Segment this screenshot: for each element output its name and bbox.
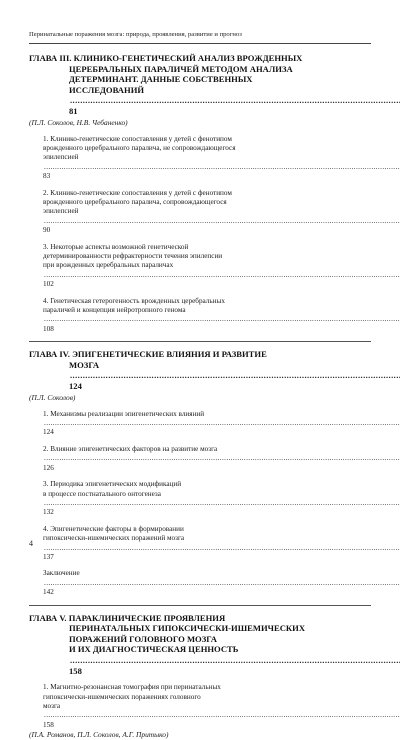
entry-line: в процессе постнатального онтогенеза [43, 489, 161, 498]
chapter-title-line: ГЛАВА IV. ЭПИГЕНЕТИЧЕСКИЕ ВЛИЯНИЯ И РАЗВИТИЕ [29, 349, 267, 360]
toc-entry[interactable] [43, 525, 371, 563]
toc-entry[interactable] [43, 445, 371, 473]
dot-leader [44, 315, 400, 323]
chapter-authors: (П.Л. Соколов, Н.В. Чебаненко) [29, 117, 128, 127]
entry-line: 1. Клинико-генетические сопоставления у детей с фенотипом [43, 134, 232, 143]
dot-leader [44, 217, 400, 225]
dot-leader [44, 454, 400, 462]
entry-page-number: 124 [43, 428, 54, 437]
toc-entry[interactable] [43, 189, 371, 236]
toc-entry[interactable] [43, 480, 371, 518]
dot-leader [44, 544, 400, 552]
dot-leader [44, 499, 400, 507]
entry-line: врожденного церебрального паралича, сопровождающегося [43, 198, 227, 206]
entry-last-line [43, 445, 371, 473]
entry-line: 2. Влияние эпигенетических факторов на развитие мозга [43, 444, 218, 453]
chapter-page-number: 81 [69, 105, 78, 116]
chapter-3 [29, 53, 371, 334]
chapter-title-line: И ИХ ДИАГНОСТИЧЕСКАЯ ЦЕННОСТЬ [69, 644, 239, 655]
entry-last-line [43, 207, 371, 235]
chapter-title[interactable] [29, 349, 371, 391]
chapter-title-line: ГЛАВА III. КЛИНИКО-ГЕНЕТИЧЕСКИЙ АНАЛИЗ ВРОЖДЕННЫХ [29, 53, 303, 63]
entry-line: врожденного церебрального паралича, не сопровождающегося [43, 143, 236, 152]
chapter-4 [29, 349, 371, 597]
entry-last-line [43, 534, 371, 562]
entry-line: 1. Механизмы реализации эпигенетических влияний [43, 409, 205, 418]
entry-page-number: 83 [43, 172, 51, 181]
chapter-title-line: ПЕРИНАТАЛЬНЫХ ГИПОКСИЧЕСКИ-ИШЕМИЧЕСКИХ [69, 623, 306, 634]
entry-page-number: 126 [43, 463, 54, 472]
entry-last-line [43, 261, 371, 289]
dot-leader [44, 271, 400, 279]
entry-line: 3. Периодика эпигенетических модификаций [43, 480, 182, 489]
entry-line: при врожденных церебральных параличах [43, 261, 174, 270]
chapter-title[interactable] [29, 53, 371, 117]
entry-line: 1. Магнитно-резонансная томография при перинатальных [43, 683, 221, 692]
chapter-title-line: ПОРАЖЕНИЙ ГОЛОВНОГО МОЗГА [69, 633, 218, 644]
entry-line: гипоксически-ишемических поражений мозга [43, 534, 185, 543]
toc-entry[interactable] [43, 569, 371, 597]
toc-entry[interactable] [43, 135, 371, 182]
dot-leader [70, 655, 400, 665]
chapter-separator [29, 605, 371, 606]
chapter-5 [29, 613, 371, 740]
entry-line: эпилепсией [43, 153, 79, 162]
entry-line: гипоксически-ишемических поражениях головного [43, 692, 201, 701]
dot-leader [44, 163, 400, 171]
chapter-authors: (П.Л. Соколов) [29, 392, 76, 402]
dot-leader [70, 95, 400, 105]
entry-line: 4. Эпигенетические факторы в формировании [43, 524, 184, 533]
entry-last-line [43, 569, 371, 597]
entry-line: мозга [43, 701, 61, 710]
dot-leader [44, 711, 400, 719]
chapter-title-line: ЦЕРЕБРАЛЬНЫХ ПАРАЛИЧЕЙ МЕТОДОМ АНАЛИЗА [69, 63, 293, 74]
entry-line: 4. Генетическая гетерогенность врожденных церебральных [43, 296, 225, 305]
chapter-title-last-line [29, 85, 371, 117]
entry-page-number: 137 [43, 552, 54, 561]
header-rule [29, 43, 371, 44]
toc-entry[interactable] [43, 297, 371, 335]
chapter-separator [29, 341, 371, 342]
entry-page-number: 102 [43, 280, 54, 289]
entry-line: эпилепсией [43, 207, 79, 216]
dot-leader [44, 419, 400, 427]
entry-line: 2. Клинико-генетические сопоставления у детей с фенотипом [43, 188, 232, 197]
chapter-title-line: ИССЛЕДОВАНИЙ [69, 84, 145, 95]
chapter-title-last-line [29, 360, 371, 392]
chapter-title-last-line [29, 644, 371, 676]
entry-last-line [43, 702, 371, 730]
running-head: Перинатальные поражения мозга: природа, проявления, развитие и прогноз [29, 31, 242, 38]
entry-authors: (П.А. Романов, П.Л. Соколов, А.Г. Притыко) [29, 730, 169, 740]
entry-line: Заключение [43, 569, 80, 578]
entry-last-line [43, 490, 371, 518]
entry-line: 3. Некоторые аспекты возможной генетической [43, 242, 189, 251]
toc-entry[interactable] [43, 410, 371, 438]
entry-last-line [43, 306, 371, 334]
entry-page-number: 90 [43, 226, 51, 235]
chapter-title-line: ГЛАВА V. ПАРАКЛИНИЧЕСКИЕ ПРОЯВЛЕНИЯ [29, 612, 226, 623]
entry-last-line [43, 410, 371, 438]
entry-page-number: 108 [43, 324, 54, 333]
chapter-title-line: ДЕТЕРМИНАНТ. ДАННЫЕ СОБСТВЕННЫХ [69, 74, 253, 85]
entry-last-line [43, 153, 371, 181]
entry-line: параличей и концепция нейротропного генома [43, 306, 186, 315]
page-number: 4 [29, 539, 33, 548]
chapter-title-line: МОЗГА [69, 359, 100, 370]
entry-page-number: 158 [43, 720, 54, 729]
toc-entry[interactable] [43, 683, 371, 730]
entry-page-number: 142 [43, 588, 54, 597]
chapter-title[interactable] [29, 613, 371, 677]
table-of-contents [29, 53, 371, 740]
chapter-page-number: 124 [69, 381, 82, 392]
dot-leader [70, 370, 400, 380]
entry-page-number: 132 [43, 508, 54, 517]
chapter-page-number: 158 [69, 665, 82, 676]
entry-line: детерминированности рефрактерности течения эпилепсии [43, 252, 223, 261]
toc-entry[interactable] [43, 243, 371, 290]
